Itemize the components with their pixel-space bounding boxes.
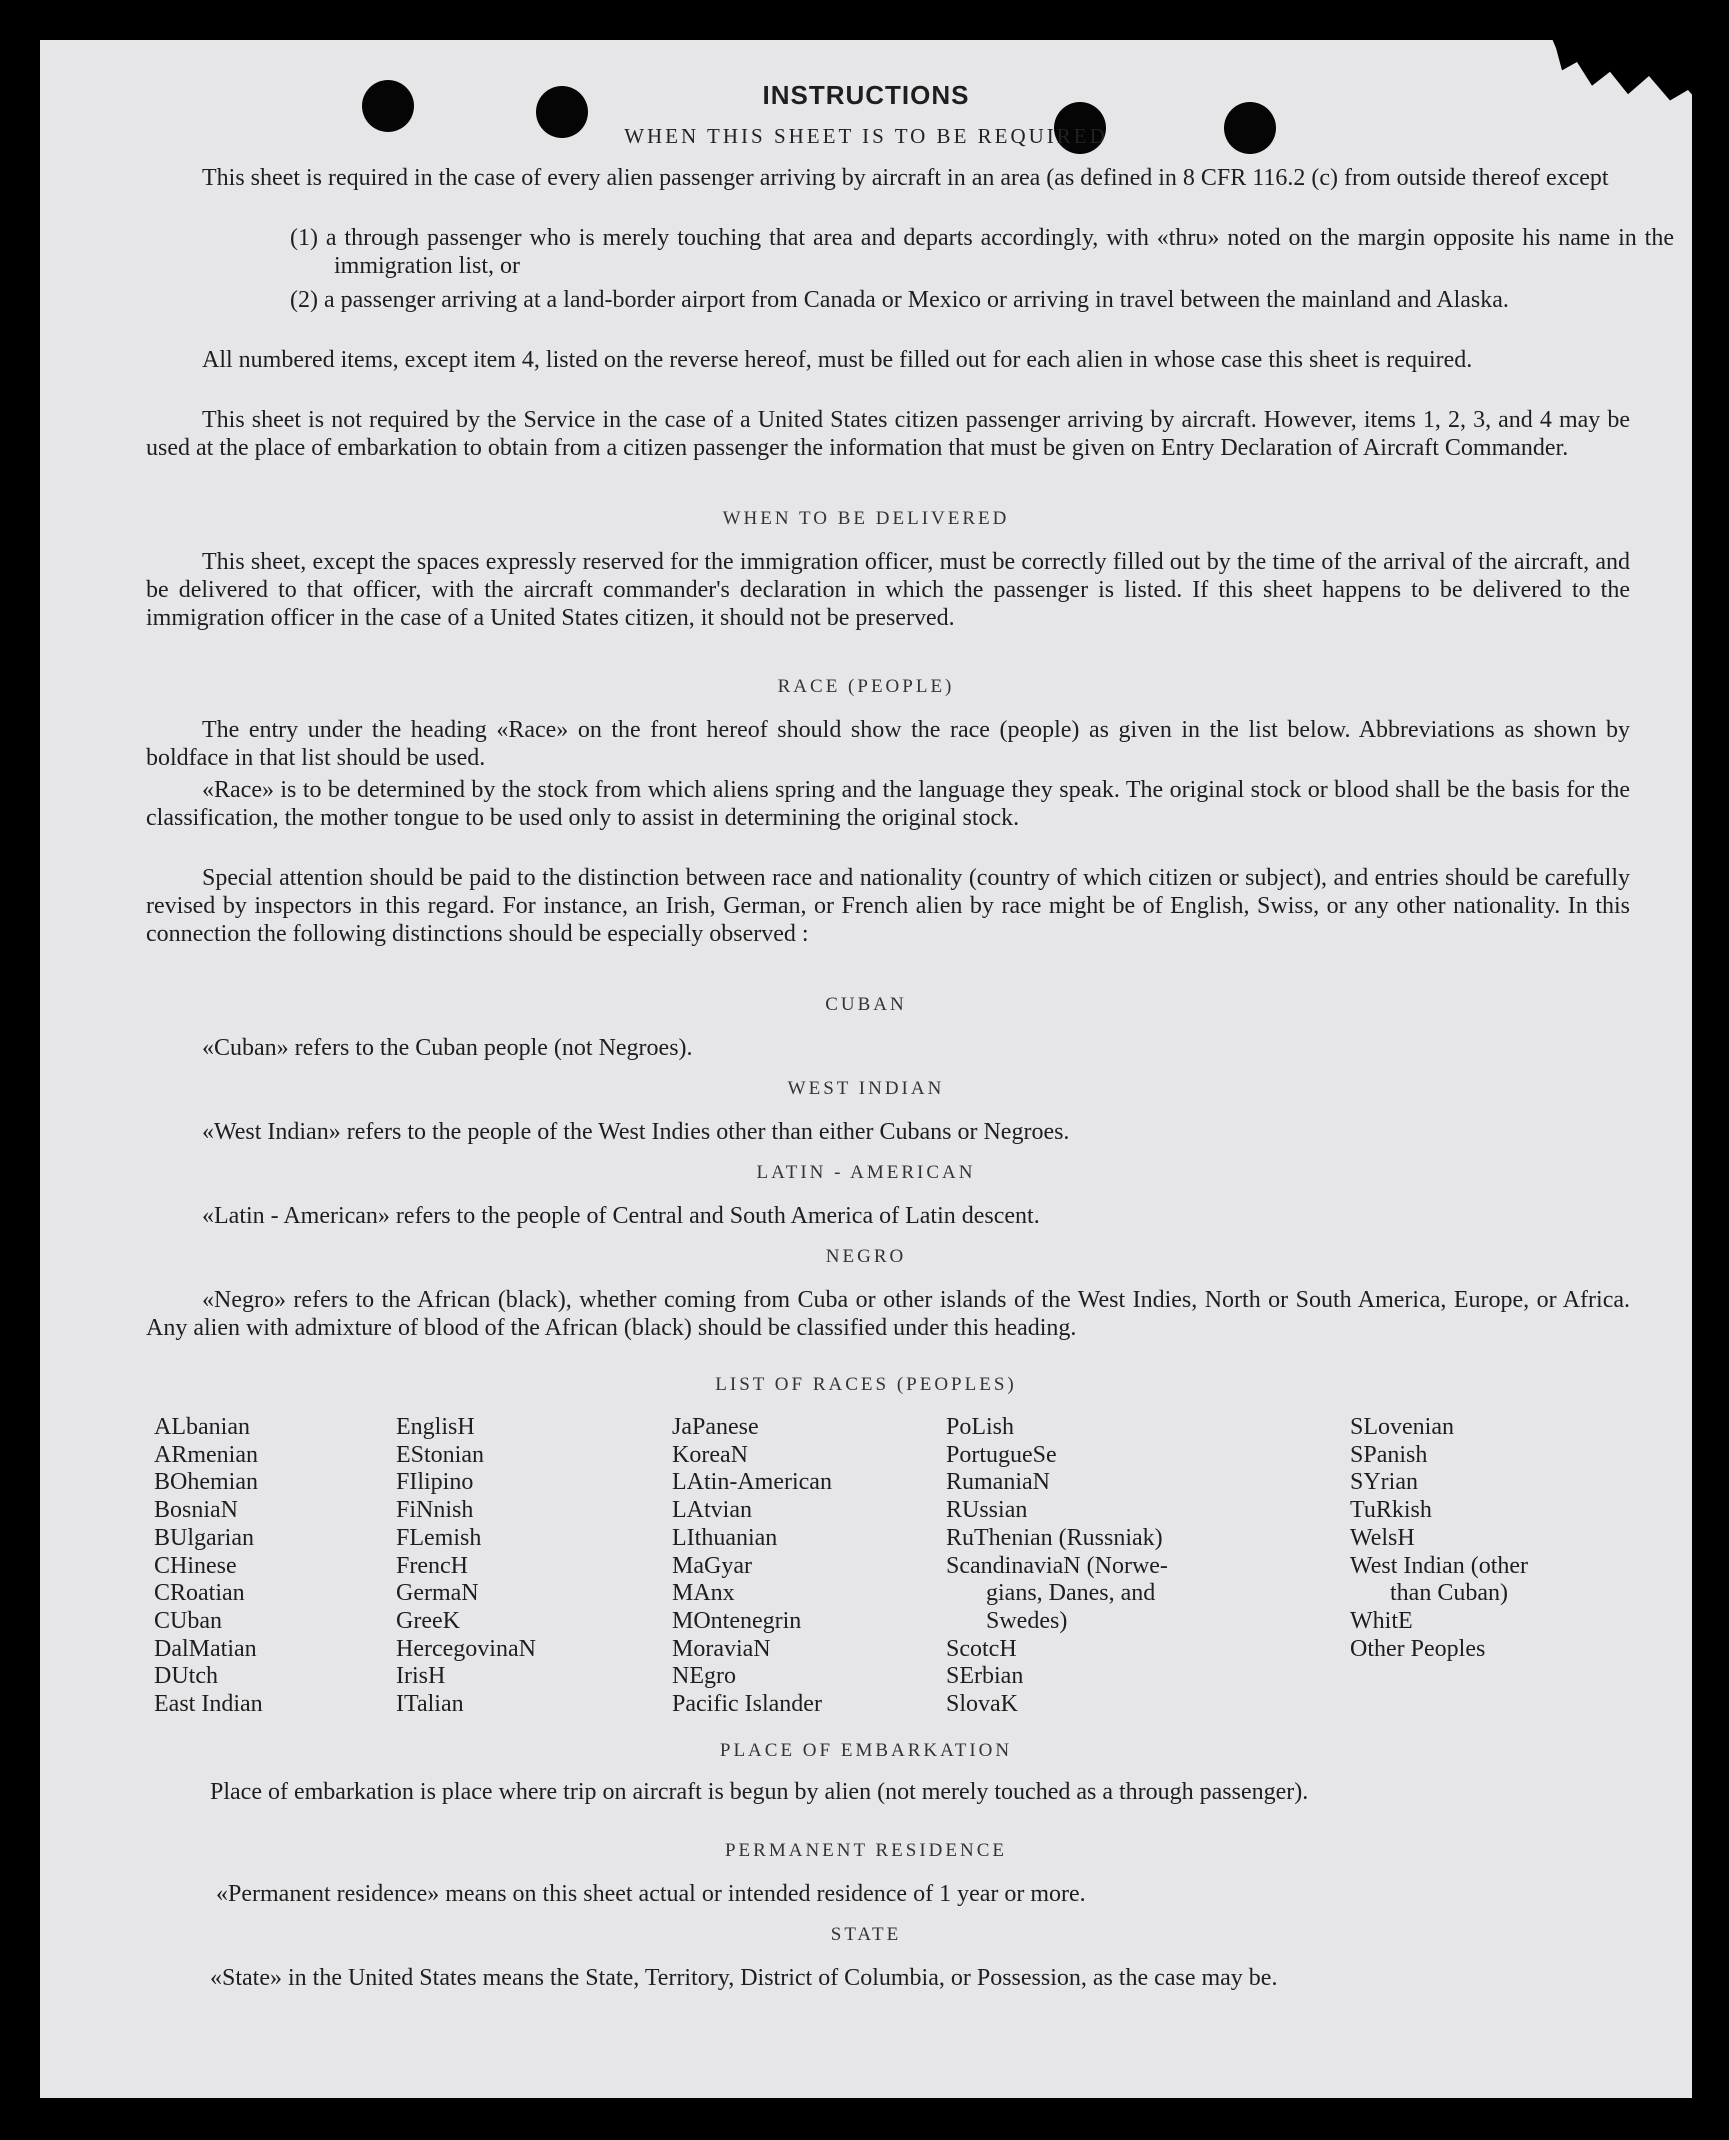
section-heading: LIST OF RACES (PEOPLES) — [715, 1374, 1017, 1395]
list-item: SErbian — [946, 1663, 1024, 1690]
list-item: NEgro — [672, 1663, 736, 1690]
paragraph-citizen: This sheet is not required by the Service in the case of a United States citizen passenger arriving by aircraft. However, items 1, 2, 3, and 4 may be used at the place of embarkation to obtain from a citizen passenger the information that must be given on Entry Declaration of Aircraft Commander. — [146, 407, 1630, 461]
race-list-column-3 — [672, 1414, 832, 1719]
list-item: PortugueSe — [946, 1441, 1057, 1468]
paragraph-intro: This sheet is required in the case of every alien passenger arriving by aircraft in an area (as defined in 8 CFR 116.2 (c) from outside thereof except — [202, 165, 1609, 191]
race-list-column-2 — [396, 1414, 536, 1719]
section-heading: WHEN TO BE DELIVERED — [722, 508, 1010, 529]
list-item: BosniaN — [154, 1497, 238, 1524]
race-list-column-5 — [1350, 1414, 1528, 1663]
list-item: MoraviaN — [672, 1635, 771, 1662]
list-item: FiNnish — [396, 1497, 474, 1524]
section-heading: RACE (PEOPLE) — [777, 676, 955, 697]
list-item: DalMatian — [154, 1635, 257, 1662]
list-item: (2) a passenger arriving at a land-border airport from Canada or Mexico or arriving in travel between the mainland and Alaska. — [290, 287, 1509, 313]
list-item: than Cuban) — [1390, 1580, 1508, 1607]
section-heading: CUBAN — [825, 994, 907, 1015]
list-item: DUtch — [154, 1663, 218, 1690]
paragraph-numbered-items: All numbered items, except item 4, listed on the reverse hereof, must be filled out for each alien in whose case this sheet is required. — [202, 347, 1473, 373]
list-item: CHinese — [154, 1552, 237, 1579]
list-item: ScotcH — [946, 1635, 1017, 1662]
list-item: Other Peoples — [1350, 1635, 1486, 1662]
section-heading: WEST INDIAN — [787, 1078, 945, 1099]
list-item: ALbanian — [154, 1414, 250, 1440]
list-item: EnglisH — [396, 1414, 475, 1440]
list-item: ARmenian — [154, 1441, 258, 1468]
section-heading: WHEN THIS SHEET IS TO BE REQUIRED — [624, 124, 1108, 148]
paragraph-race-3: Special attention should be paid to the distinction between race and nationality (country of which citizen or subject), and entries should be carefully revised by inspectors in this regard. For instance, an Irish, German, or French alien by race might be of English, Swiss, or any other nationality. In this connection the following distinctions should be especially observed : — [146, 865, 1630, 947]
list-item: LIthuanian — [672, 1524, 778, 1551]
list-item: SlovaK — [946, 1691, 1018, 1718]
list-item: LAtin-American — [672, 1469, 832, 1496]
race-list-column-4 — [946, 1414, 1168, 1719]
list-item: RuThenian (Russniak) — [946, 1524, 1163, 1551]
list-item: MaGyar — [672, 1552, 752, 1579]
document-sheet — [40, 40, 1692, 2098]
list-item: RumaniaN — [946, 1469, 1050, 1496]
list-item: EStonian — [396, 1441, 484, 1468]
paragraph-race-2: «Race» is to be determined by the stock from which aliens spring and the language they speak. The original stock or blood shall be the basis for the classification, the mother tongue to be used only to assist in determining the original stock. — [146, 777, 1630, 831]
list-item: ITalian — [396, 1691, 464, 1718]
paragraph-residence: «Permanent residence» means on this sheet actual or intended residence of 1 year or more. — [216, 1881, 1086, 1907]
paragraph-cuban: «Cuban» refers to the Cuban people (not Negroes). — [202, 1035, 693, 1061]
list-item: FrencH — [396, 1552, 468, 1579]
list-item: SLovenian — [1350, 1414, 1454, 1440]
paragraph-race-1: The entry under the heading «Race» on the front hereof should show the race (people) as given in the list below. Abbreviations as shown by boldface in that list should be used. — [146, 717, 1630, 771]
list-item: JaPanese — [672, 1414, 759, 1440]
list-item: Swedes) — [986, 1607, 1068, 1634]
section-heading: PERMANENT RESIDENCE — [724, 1840, 1008, 1861]
list-item: BOhemian — [154, 1469, 258, 1496]
list-item: BUlgarian — [154, 1524, 254, 1551]
list-item: East Indian — [154, 1691, 263, 1718]
list-item: IrisH — [396, 1663, 446, 1690]
list-item: (1) a through passenger who is merely touching that area and departs accordingly, with «thru» noted on the margin opposite his name in the immigration list, or — [290, 225, 1674, 279]
section-heading: LATIN - AMERICAN — [756, 1162, 976, 1183]
list-item: gians, Danes, and — [986, 1580, 1156, 1607]
list-item: Pacific Islander — [672, 1691, 822, 1718]
list-item: CUban — [154, 1607, 222, 1634]
paragraph-embarkation: Place of embarkation is place where trip on aircraft is begun by alien (not merely touched as a through passenger). — [210, 1779, 1309, 1805]
list-item: SYrian — [1350, 1469, 1418, 1496]
list-item: GreeK — [396, 1607, 460, 1634]
list-item: RUssian — [946, 1497, 1028, 1524]
paragraph-west-indian: «West Indian» refers to the people of the West Indies other than either Cubans or Negroes. — [202, 1119, 1070, 1145]
list-item: FIlipino — [396, 1469, 474, 1496]
list-item: WelsH — [1350, 1524, 1415, 1551]
list-item: SPanish — [1350, 1441, 1428, 1468]
list-item: MAnx — [672, 1580, 735, 1607]
list-item: CRoatian — [154, 1580, 245, 1607]
list-item: GermaN — [396, 1580, 479, 1607]
race-list-column-1 — [154, 1414, 263, 1719]
paragraph-latin-american: «Latin - American» refers to the people of Central and South America of Latin descent. — [202, 1203, 1040, 1229]
list-item: TuRkish — [1350, 1497, 1432, 1524]
list-item: FLemish — [396, 1524, 482, 1551]
paragraph-state: «State» in the United States means the State, Territory, District of Columbia, or Possession, as the case may be. — [210, 1965, 1278, 1991]
page-title: INSTRUCTIONS — [762, 80, 970, 110]
paragraph-negro: «Negro» refers to the African (black), whether coming from Cuba or other islands of the West Indies, North or South America, Europe, or Africa. Any alien with admixture of blood of the African (black) should be classified under this heading. — [146, 1287, 1630, 1341]
section-heading: PLACE OF EMBARKATION — [719, 1740, 1013, 1761]
list-item: LAtvian — [672, 1497, 752, 1524]
list-item: KoreaN — [672, 1441, 748, 1468]
list-item: MOntenegrin — [672, 1607, 802, 1634]
list-item: HercegovinaN — [396, 1635, 536, 1662]
paragraph-delivered: This sheet, except the spaces expressly reserved for the immigration officer, must be correctly filled out by the time of the arrival of the aircraft, and be delivered to that officer, with the aircraft commander's declaration in which the passenger is listed. If this sheet happens to be delivered to the immigration officer in the case of a United States citizen, it should not be preserved. — [146, 549, 1630, 631]
list-item: ScandinaviaN (Norwe- — [946, 1552, 1168, 1579]
list-item: PoLish — [946, 1414, 1015, 1440]
section-heading: STATE — [830, 1924, 902, 1945]
section-heading: NEGRO — [825, 1246, 907, 1267]
list-item: WhitE — [1350, 1607, 1413, 1634]
list-item: West Indian (other — [1350, 1552, 1529, 1579]
